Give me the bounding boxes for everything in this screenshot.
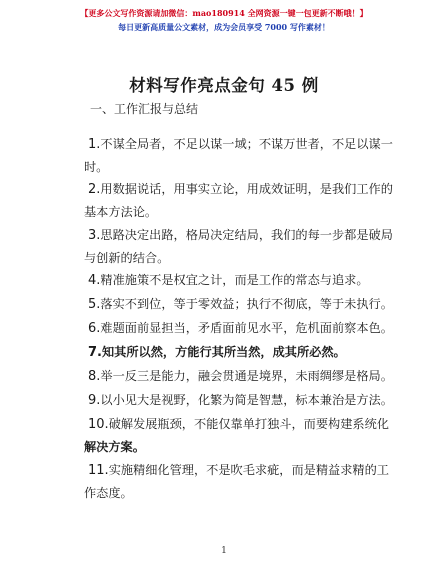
list-item-3 <box>84 224 393 269</box>
item-number: 9. <box>88 393 101 408</box>
item-text: 知其所以然，方能行其所当然，成其所必然。 <box>101 345 346 359</box>
section-heading: 一、工作汇报与总结 <box>90 102 199 116</box>
list-item-8 <box>88 365 393 388</box>
item-text: 举一反三是能力，融会贯通是境界，未雨绸缪是格局。 <box>100 369 393 383</box>
list-item-2 <box>84 178 393 223</box>
item-text-continued: 解决方案。 <box>84 440 145 454</box>
list-item-6 <box>88 317 393 340</box>
item-text: 破解发展瓶颈，不能仅靠单打独斗，而要构建系统化 <box>108 417 389 431</box>
item-text: 用数据说话，用事实立论，用成效证明，是我们工作的 <box>100 182 393 196</box>
list-item-7 <box>88 341 388 364</box>
item-number: 5. <box>88 297 101 312</box>
item-number: 3. <box>88 228 101 243</box>
item-text: 以小见大是视野，化繁为简是智慧，标本兼治是方法。 <box>100 393 393 407</box>
item-number: 4. <box>88 273 101 288</box>
item-number: 10. <box>88 417 109 432</box>
list-item-4 <box>88 269 388 292</box>
item-text-continued: 基本方法论。 <box>84 205 158 219</box>
list-item-11 <box>84 459 389 504</box>
list-item-1 <box>84 133 393 178</box>
item-text-continued: 作态度。 <box>84 486 133 500</box>
item-text: 精准施策不是权宜之计，而是工作的常态与追求。 <box>100 273 369 287</box>
item-text: 思路决定出路，格局决定结局，我们的每一步都是破局 <box>100 228 393 242</box>
item-number: 11. <box>88 463 109 478</box>
item-text: 难题面前显担当，矛盾面前见水平，危机面前察本色。 <box>100 321 393 335</box>
item-number: 1. <box>88 137 101 152</box>
document-title: 材料写作亮点金句 45 例 <box>129 76 319 95</box>
list-item-10 <box>84 413 389 458</box>
item-number: 6. <box>88 321 101 336</box>
list-item-9 <box>88 389 393 412</box>
item-number: 7. <box>88 345 102 360</box>
item-text: 不谋全局者，不足以谋一域；不谋万世者，不足以谋一 <box>100 137 393 151</box>
list-item-5 <box>88 293 393 316</box>
item-number: 2. <box>88 182 101 197</box>
promo-banner-line-1: 【更多公文写作资源请加微信：mao180914 全网资源一键一包更新不断哦！】 <box>80 8 368 18</box>
promo-banner-line-2: 每日更新高质量公文素材，成为会员享受 7000 写作素材！ <box>118 22 330 32</box>
page-number: 1 <box>221 546 227 556</box>
item-number: 8. <box>88 369 101 384</box>
item-text-continued: 时。 <box>84 160 109 174</box>
item-text-continued: 与创新的结合。 <box>84 251 170 265</box>
item-text: 实施精细化管理，不是吹毛求疵，而是精益求精的工 <box>108 463 389 477</box>
item-text: 落实不到位，等于零效益；执行不彻底，等于未执行。 <box>100 297 393 311</box>
